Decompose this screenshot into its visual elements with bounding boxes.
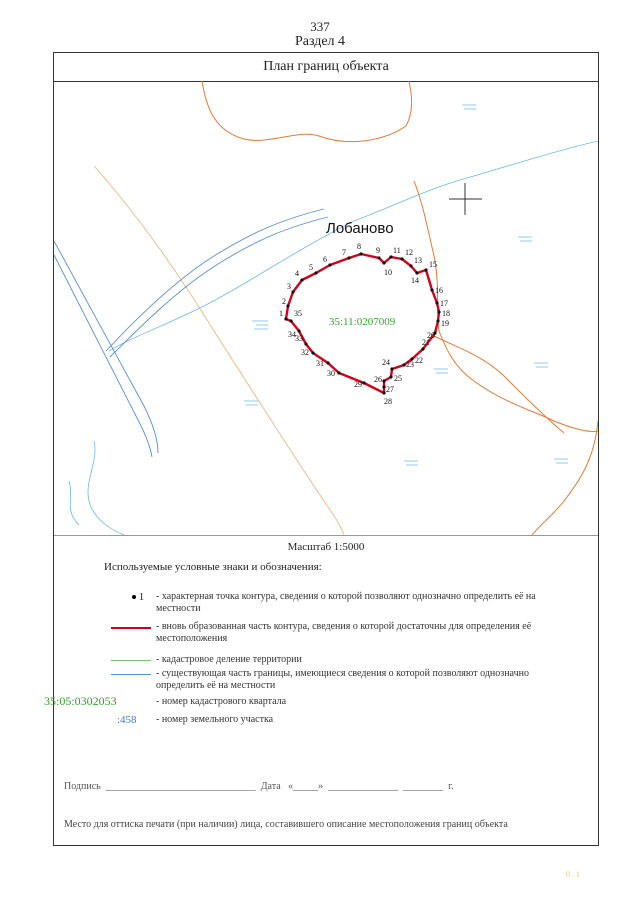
boundary-point <box>328 263 331 266</box>
boundary-point <box>400 257 403 260</box>
signature-line: Подпись ______________________________ Дата «_____» ______________ ________ г. <box>64 781 454 792</box>
boundary-point-label: 17 <box>440 299 448 308</box>
boundary-point <box>389 375 392 378</box>
boundary-point <box>289 319 292 322</box>
boundary-point-label: 9 <box>376 246 380 255</box>
contour-line-right <box>532 421 598 535</box>
boundary-point-label: 4 <box>295 269 299 278</box>
water-lines <box>69 141 598 535</box>
legend-cadastral-line <box>111 660 151 661</box>
boundary-point <box>424 268 427 271</box>
road-line-b <box>54 255 152 457</box>
legend-text-parcel: - номер земельного участка <box>156 714 274 725</box>
boundary-point-label: 29 <box>354 380 362 389</box>
swamp-mark <box>462 105 476 109</box>
swamp-mark <box>404 461 418 465</box>
boundary-point <box>326 361 329 364</box>
boundary-point <box>390 367 393 370</box>
legend-parcel-number: :458 <box>117 714 137 726</box>
boundary-point-label: 28 <box>384 397 392 406</box>
legend-new-boundary-line <box>111 627 151 629</box>
document-frame <box>44 52 599 846</box>
footer-mark: 0.1 <box>566 870 582 879</box>
boundary-map <box>54 81 598 535</box>
boundary-point <box>304 342 307 345</box>
boundary-point <box>300 278 303 281</box>
scale-label: Масштаб 1:5000 <box>54 535 598 553</box>
settlement-label: Лобаново <box>326 220 394 237</box>
boundary-point <box>314 271 317 274</box>
boundary-point <box>435 301 438 304</box>
map-svg <box>54 81 598 535</box>
page-number: 337 <box>310 19 330 34</box>
point-dot-icon <box>132 595 136 599</box>
boundary-point <box>389 255 392 258</box>
legend-existing-line <box>111 674 151 675</box>
boundary-point <box>409 264 412 267</box>
stream-small <box>69 481 79 525</box>
legend-quarter-number: 35:05:0302053 <box>44 694 117 708</box>
boundary-point-label: 34 <box>288 330 296 339</box>
plan-title: План границ объекта <box>54 53 598 82</box>
boundary-point <box>421 347 424 350</box>
boundary-point-label: 15 <box>429 260 437 269</box>
legend-text-cadastral: - кадастровое деление территории <box>156 654 302 665</box>
legend-text-new-boundary: - вновь образованная часть контура, сведения о которой достаточны для определения её местоположения <box>156 621 532 644</box>
boundary-point <box>284 317 287 320</box>
boundary-point <box>362 381 365 384</box>
boundary-point-label: 26 <box>374 375 382 384</box>
boundary-point <box>286 304 289 307</box>
swamp-marks <box>244 105 568 465</box>
road-lines <box>54 209 328 457</box>
cadastral-quarter-label: 35:11:0207009 <box>329 316 396 328</box>
road-line-a <box>54 241 158 453</box>
boundary-point-label: 35 <box>294 309 302 318</box>
boundary-point <box>291 290 294 293</box>
boundary-point-label: 10 <box>384 268 392 277</box>
boundary-point-label: 2 <box>282 297 286 306</box>
boundary-point-label: 12 <box>405 248 413 257</box>
boundary-point <box>311 351 314 354</box>
boundary-point-label: 14 <box>411 276 419 285</box>
boundary-point-label: 13 <box>414 256 422 265</box>
boundary-point <box>437 310 440 313</box>
boundary-point-label: 21 <box>422 338 430 347</box>
boundary-point-label: 30 <box>327 369 335 378</box>
boundary-point-label: 33 <box>295 334 303 343</box>
boundary-point-label: 32 <box>301 348 309 357</box>
swamp-mark <box>434 369 448 373</box>
boundary-point-label: 16 <box>435 286 443 295</box>
boundary-point-label: 7 <box>342 248 346 257</box>
boundary-point <box>382 261 385 264</box>
boundary-point-label: 18 <box>442 309 450 318</box>
boundary-point-label: 31 <box>316 359 324 368</box>
swamp-mark <box>534 363 548 367</box>
contour-line-inner <box>434 336 564 433</box>
boundary-point <box>415 271 418 274</box>
legend-text-point: - характерная точка контура, сведения о которой позволяют однозначно определить её на местности <box>156 591 536 614</box>
boundary-point <box>359 252 362 255</box>
boundary-point <box>436 319 439 322</box>
boundary-point-label: 24 <box>382 358 390 367</box>
section-title: Раздел 4 <box>294 34 346 49</box>
legend-text-existing: - существующая часть границы, имеющиеся сведения о которой позволяют однозначно определить её на местности <box>156 668 529 691</box>
boundary-point-label: 20 <box>427 331 435 340</box>
boundary-point-label: 23 <box>406 360 414 369</box>
boundary-point <box>337 371 340 374</box>
boundary-point <box>382 379 385 382</box>
legend-title: Используемые условные знаки и обозначения: <box>104 561 322 573</box>
boundary-point-label: 19 <box>441 319 449 328</box>
contour-line-top <box>202 81 412 142</box>
cross-marker <box>449 183 482 215</box>
boundary-point-label: 1 <box>279 309 283 318</box>
swamp-mark <box>252 321 268 329</box>
legend-point-number: 1 <box>138 591 145 603</box>
boundary-point-label: 5 <box>309 263 313 272</box>
boundary-point <box>377 256 380 259</box>
boundary-point-label: 11 <box>393 246 401 255</box>
stamp-note: Место для оттиска печати (при наличии) лица, составившего описание местоположения границ объекта <box>64 819 508 830</box>
boundary-point-label: 27 <box>386 385 394 394</box>
swamp-mark <box>244 401 258 405</box>
legend-point-symbol <box>132 591 144 603</box>
boundary-point-label: 8 <box>357 242 361 251</box>
boundary-point-label: 25 <box>394 374 402 383</box>
boundary-point <box>430 288 433 291</box>
contour-lines <box>202 81 598 535</box>
boundary-point-label: 22 <box>415 356 423 365</box>
boundary-point <box>347 256 350 259</box>
swamp-mark <box>518 237 532 241</box>
boundary-point <box>297 329 300 332</box>
legend-text-quarter: - номер кадастрового квартала <box>156 696 287 707</box>
boundary-point-label: 6 <box>323 255 327 264</box>
swamp-mark <box>554 459 568 463</box>
stream-left <box>88 441 124 535</box>
boundary-point-label: 3 <box>287 282 291 291</box>
